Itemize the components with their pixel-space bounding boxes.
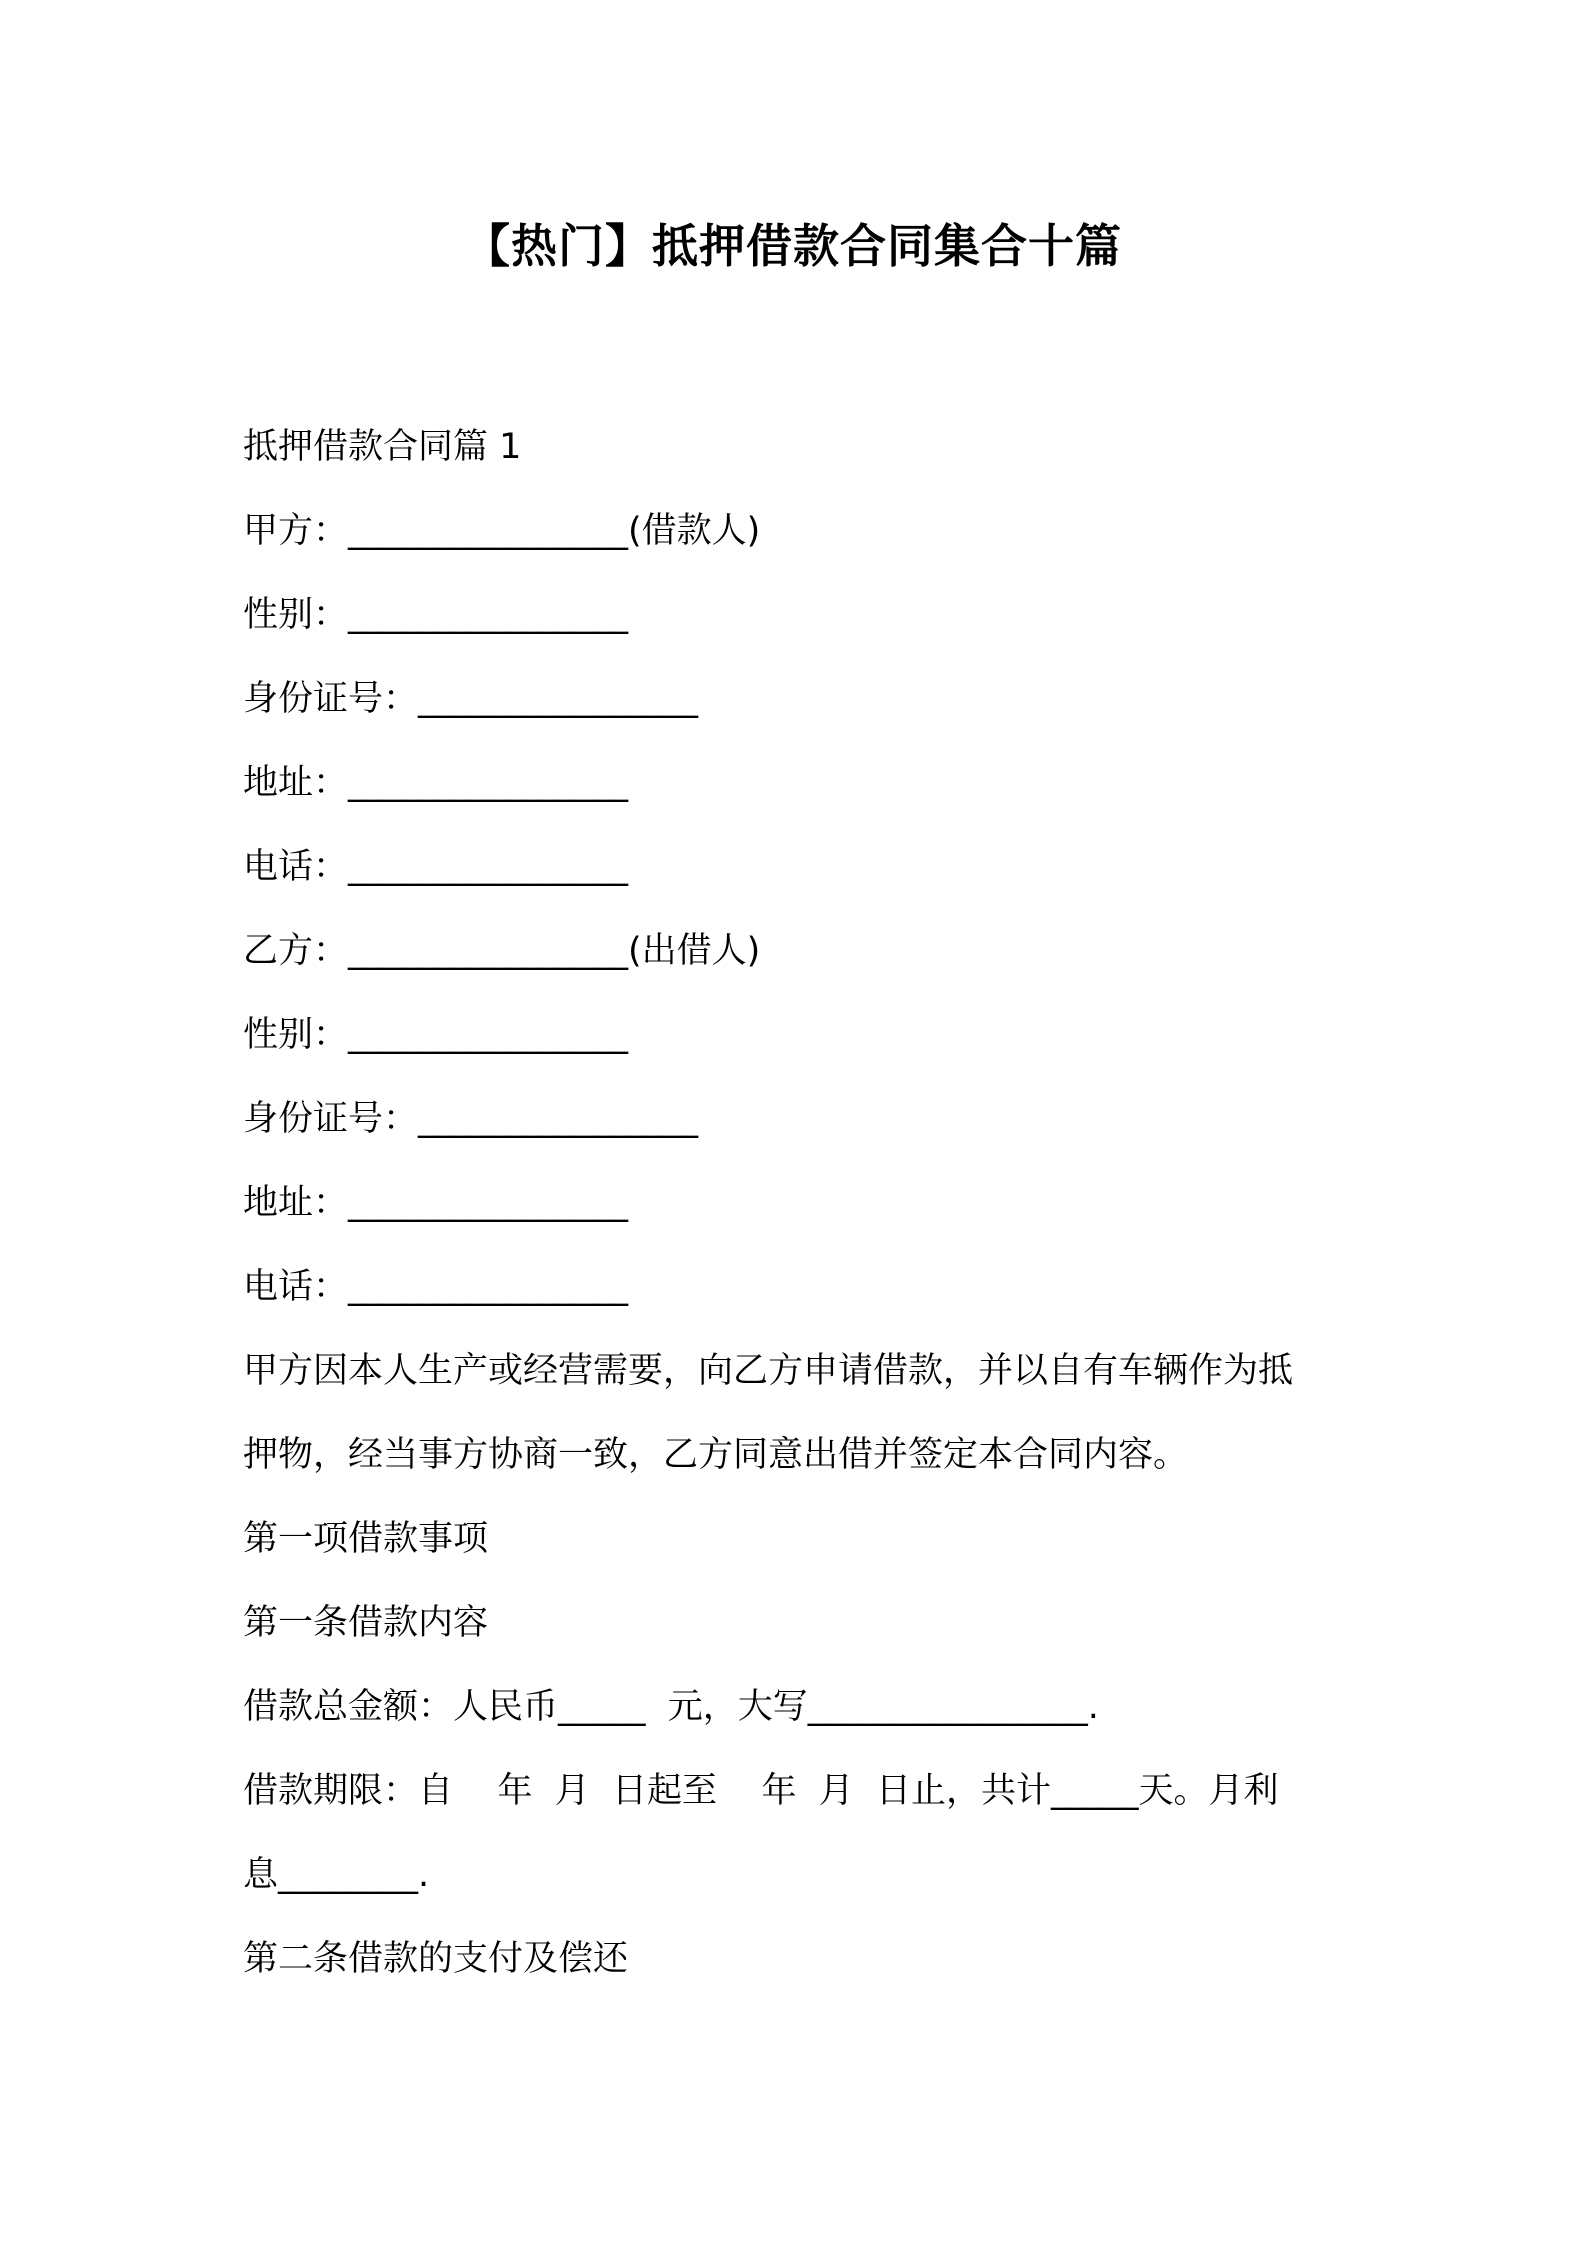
party-a-id-line: 身份证号：________________: [243, 679, 699, 719]
clause-heading-loan-matters: 第一项借款事项: [243, 1519, 489, 1559]
party-b-phone-line: 电话：________________: [243, 1267, 629, 1307]
party-a-gender-line: 性别：________________: [243, 595, 629, 635]
intro-paragraph-line-2: 押物，经当事方协商一致，乙方同意出借并签定本合同内容。: [243, 1435, 1189, 1475]
article-heading-payment: 第二条借款的支付及偿还: [243, 1939, 629, 1979]
document-body: [243, 405, 1363, 2001]
article-heading-loan-content: 第一条借款内容: [243, 1603, 489, 1643]
party-b-id-line: 身份证号：________________: [243, 1099, 699, 1139]
loan-amount-line: 借款总金额：人民币_____ 元，大写________________.: [243, 1687, 1099, 1727]
section-heading-part-1: 抵押借款合同篇 1: [243, 427, 522, 467]
party-b-address-line: 地址：________________: [243, 1183, 629, 1223]
loan-interest-line: 息________.: [243, 1855, 430, 1895]
party-a-address-line: 地址：________________: [243, 763, 629, 803]
party-b-name-line: 乙方：________________(出借人): [243, 931, 761, 971]
party-a-phone-line: 电话：________________: [243, 847, 629, 887]
document-title: 【热门】抵押借款合同集合十篇: [464, 219, 1122, 273]
party-a-name-line: 甲方：________________(借款人): [243, 511, 761, 551]
intro-paragraph-line-1: 甲方因本人生产或经营需要，向乙方申请借款，并以自有车辆作为抵: [243, 1351, 1294, 1391]
party-b-gender-line: 性别：________________: [243, 1015, 629, 1055]
loan-term-line: 借款期限：自 年 月 日起至 年 月 日止，共计_____天。月利: [243, 1771, 1279, 1811]
